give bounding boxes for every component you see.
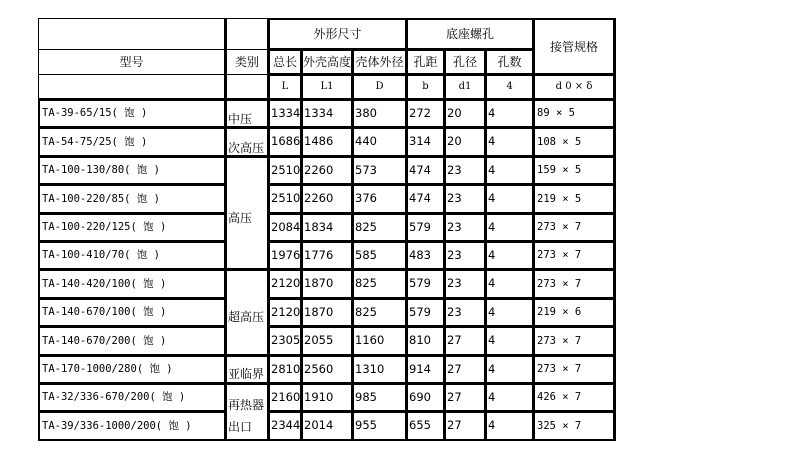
header-base-holes	[407, 19, 534, 50]
pipe-spec-cell: 273 × 7	[534, 270, 615, 299]
spacing-cell: 914	[407, 356, 445, 384]
hole-diameter-cell: 27	[445, 327, 486, 356]
height-cell: 2560	[302, 356, 353, 384]
hole-diameter-cell: 27	[445, 384, 486, 412]
hole-count-cell: 4	[486, 242, 534, 270]
spacing-cell: 474	[407, 185, 445, 214]
sym-d1-label: d1	[458, 81, 472, 92]
header-hole-spacing	[407, 50, 445, 75]
pipe-spec-cell: 325 × 7	[534, 412, 615, 441]
diameter-cell: 1310	[353, 356, 407, 384]
pipe-spec-cell: 426 × 7	[534, 384, 615, 412]
header-outer-dims	[269, 19, 407, 50]
header-shell-height	[302, 50, 353, 75]
diameter-cell: 376	[353, 185, 407, 214]
header-category-sym	[226, 75, 269, 100]
spacing-cell: 314	[407, 128, 445, 157]
model-cell: TA-140-420/100( 饱 )	[39, 270, 226, 299]
height-cell: 1870	[302, 299, 353, 327]
hole-count-cell: 4	[486, 327, 534, 356]
length-cell: 2510	[269, 157, 302, 185]
model-cell: TA-100-220/85( 饱 )	[39, 185, 226, 214]
height-cell: 2260	[302, 185, 353, 214]
diameter-cell: 985	[353, 384, 407, 412]
hole-diameter-cell: 23	[445, 270, 486, 299]
header-total-length	[269, 50, 302, 75]
header-hole-diameter	[445, 50, 486, 75]
header-shell-diameter-label: 壳体外径	[355, 55, 404, 69]
height-cell: 2014	[302, 412, 353, 441]
hole-count-cell: 4	[486, 214, 534, 242]
model-cell: TA-39/336-1000/200( 饱 )	[39, 412, 226, 441]
model-cell: TA-100-410/70( 饱 )	[39, 242, 226, 270]
diameter-cell: 1160	[353, 327, 407, 356]
height-cell: 1834	[302, 214, 353, 242]
sym-4	[486, 75, 534, 100]
spacing-cell: 483	[407, 242, 445, 270]
hole-diameter-cell: 27	[445, 356, 486, 384]
hole-diameter-cell: 23	[445, 185, 486, 214]
category-medium-pressure: 中压	[228, 112, 253, 126]
hole-diameter-cell: 23	[445, 242, 486, 270]
hole-count-cell: 4	[486, 270, 534, 299]
header-model-cell	[39, 19, 226, 50]
sym-D	[353, 75, 407, 100]
header-hole-count	[486, 50, 534, 75]
category-ultra-high-pressure: 超高压	[228, 310, 265, 324]
length-cell: 1686	[269, 128, 302, 157]
category-high-pressure: 高压	[228, 211, 253, 225]
spacing-cell: 810	[407, 327, 445, 356]
height-cell: 1910	[302, 384, 353, 412]
length-cell: 1334	[269, 100, 302, 128]
model-cell: TA-54-75/25( 饱 )	[39, 128, 226, 157]
category-sub-high-pressure: 次高压	[228, 141, 265, 155]
header-model-sym-cell	[39, 75, 226, 100]
pipe-spec-cell: 219 × 5	[534, 185, 615, 214]
model-cell: TA-100-130/80( 饱 )	[39, 157, 226, 185]
model-cell: TA-100-220/125( 饱 )	[39, 214, 226, 242]
pipe-spec-cell: 108 × 5	[534, 128, 615, 157]
sym-L	[269, 75, 302, 100]
spacing-cell: 579	[407, 214, 445, 242]
pipe-spec-cell: 89 × 5	[534, 100, 615, 128]
sym-D-label: D	[375, 81, 384, 92]
hole-count-cell: 4	[486, 384, 534, 412]
length-cell: 1976	[269, 242, 302, 270]
length-cell: 2160	[269, 384, 302, 412]
height-cell: 1870	[302, 270, 353, 299]
pipe-spec-cell: 273 × 7	[534, 356, 615, 384]
header-outer-dims-label: 外形尺寸	[313, 27, 362, 41]
sym-L1-label: L1	[320, 81, 334, 92]
category-subcritical: 亚临界	[228, 367, 265, 381]
category-reheater: 再热器	[228, 398, 265, 412]
length-cell: 2344	[269, 412, 302, 441]
diameter-cell: 573	[353, 157, 407, 185]
length-cell: 2084	[269, 214, 302, 242]
sym-d0-delta-label: d 0 × δ	[555, 81, 593, 92]
sym-b	[407, 75, 445, 100]
header-hole-count-label: 孔数	[497, 55, 522, 69]
height-cell: 2055	[302, 327, 353, 356]
hole-diameter-cell: 23	[445, 299, 486, 327]
sym-L-label: L	[281, 81, 289, 92]
length-cell: 2810	[269, 356, 302, 384]
header-base-holes-label: 底座螺孔	[445, 27, 494, 41]
header-pipe-spec	[534, 19, 615, 75]
diameter-cell: 380	[353, 100, 407, 128]
hole-diameter-cell: 20	[445, 100, 486, 128]
model-cell: TA-170-1000/280( 饱 )	[39, 356, 226, 384]
length-cell: 2305	[269, 327, 302, 356]
spacing-cell: 474	[407, 157, 445, 185]
model-cell: TA-39-65/15( 饱 )	[39, 100, 226, 128]
pipe-spec-cell: 219 × 6	[534, 299, 615, 327]
pipe-spec-cell: 273 × 7	[534, 327, 615, 356]
hole-count-cell: 4	[486, 412, 534, 441]
header-shell-diameter	[353, 50, 407, 75]
diameter-cell: 955	[353, 412, 407, 441]
hole-diameter-cell: 23	[445, 157, 486, 185]
length-cell: 2120	[269, 299, 302, 327]
sym-d1	[445, 75, 486, 100]
diameter-cell: 585	[353, 242, 407, 270]
category-outlet: 出口	[228, 420, 253, 434]
diameter-cell: 440	[353, 128, 407, 157]
hole-count-cell: 4	[486, 356, 534, 384]
hole-count-cell: 4	[486, 185, 534, 214]
header-model-cell	[39, 50, 226, 75]
pipe-spec-cell: 273 × 7	[534, 214, 615, 242]
header-category-top	[226, 19, 269, 50]
hole-count-cell: 4	[486, 100, 534, 128]
height-cell: 1334	[302, 100, 353, 128]
spacing-cell: 579	[407, 270, 445, 299]
header-model: 型号	[119, 55, 144, 69]
header-category: 类别	[234, 55, 259, 69]
diameter-cell: 825	[353, 270, 407, 299]
spec-table	[38, 18, 616, 441]
hole-diameter-cell: 23	[445, 214, 486, 242]
height-cell: 1776	[302, 242, 353, 270]
pipe-spec-cell: 159 × 5	[534, 157, 615, 185]
hole-diameter-cell: 20	[445, 128, 486, 157]
header-hole-spacing-label: 孔距	[413, 55, 438, 69]
sym-d0-delta	[534, 75, 615, 100]
length-cell: 2120	[269, 270, 302, 299]
height-cell: 1486	[302, 128, 353, 157]
spacing-cell: 272	[407, 100, 445, 128]
model-cell: TA-140-670/100( 饱 )	[39, 299, 226, 327]
sym-b-label: b	[422, 81, 429, 92]
header-hole-diameter-label: 孔径	[452, 55, 477, 69]
height-cell: 2260	[302, 157, 353, 185]
model-cell: TA-32/336-670/200( 饱 )	[39, 384, 226, 412]
diameter-cell: 825	[353, 299, 407, 327]
spacing-cell: 655	[407, 412, 445, 441]
header-total-length-label: 总长	[272, 55, 297, 69]
header-category-cell	[226, 50, 269, 75]
length-cell: 2510	[269, 185, 302, 214]
sym-4-label: 4	[506, 81, 513, 92]
hole-count-cell: 4	[486, 299, 534, 327]
hole-diameter-cell: 27	[445, 412, 486, 441]
pipe-spec-cell: 273 × 7	[534, 242, 615, 270]
hole-count-cell: 4	[486, 128, 534, 157]
header-shell-height-label: 外壳高度	[303, 55, 352, 69]
spacing-cell: 690	[407, 384, 445, 412]
model-cell: TA-140-670/200( 饱 )	[39, 327, 226, 356]
diameter-cell: 825	[353, 214, 407, 242]
header-pipe-spec-label: 接管规格	[549, 39, 598, 54]
sym-L1	[302, 75, 353, 100]
spacing-cell: 579	[407, 299, 445, 327]
hole-count-cell: 4	[486, 157, 534, 185]
